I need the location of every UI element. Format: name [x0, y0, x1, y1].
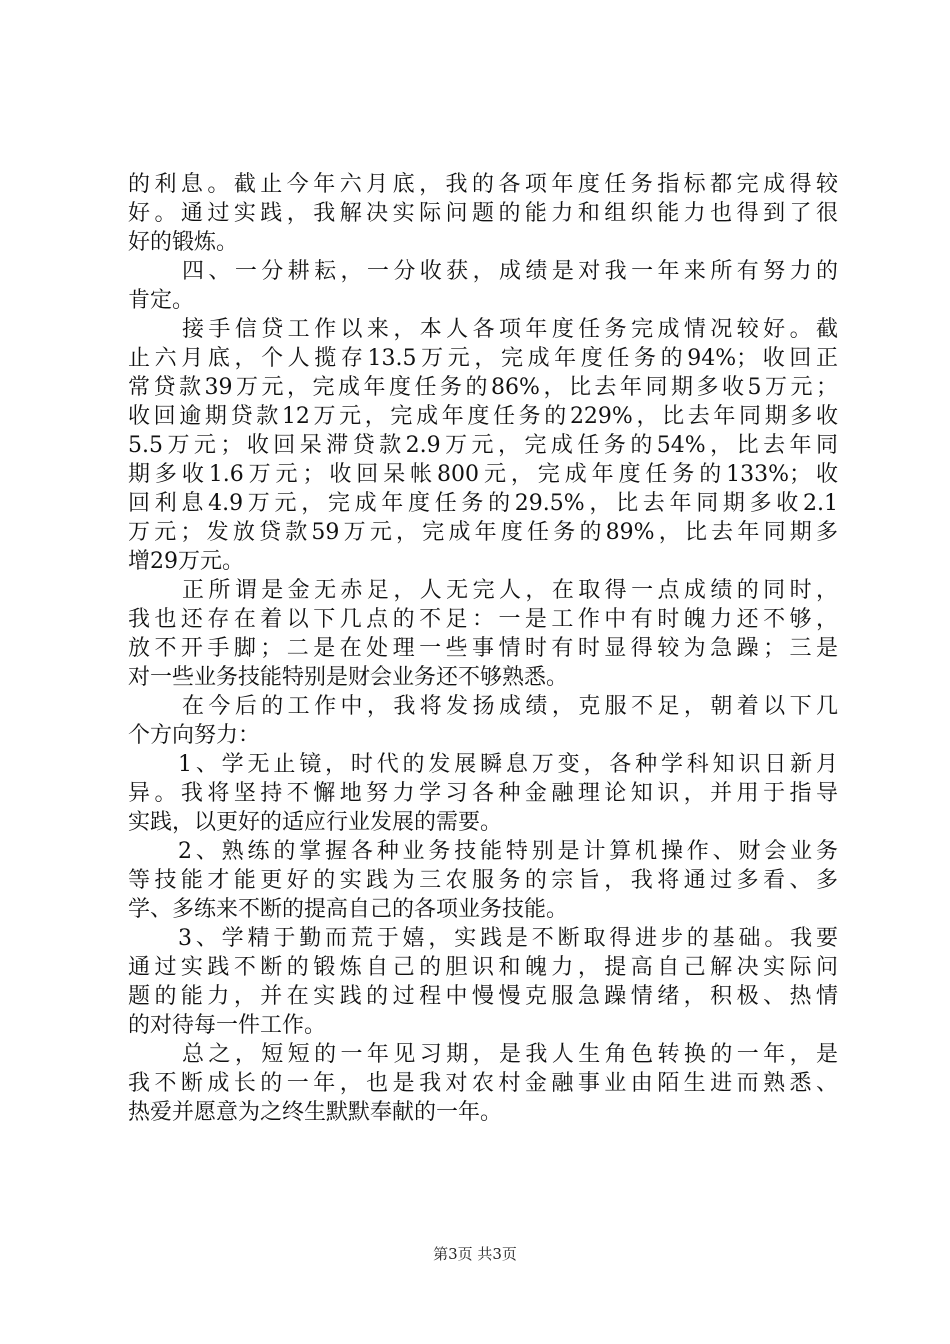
list-item: 2、熟练的掌握各种业务技能特别是计算机操作、财会业务 — [178, 839, 838, 864]
text-line: 肯定。 — [128, 288, 195, 313]
text-line: 热爱并愿意为之终生默默奉献的一年。 — [128, 1100, 503, 1125]
text-line: 等技能才能更好的实践为三农服务的宗旨，我将通过多看、多 — [128, 868, 838, 893]
text-line: 的利息。截止今年六月底，我的各项年度任务指标都完成得较 — [128, 172, 838, 197]
text-line: 通过实践不断的锻炼自己的胆识和魄力，提高自己解决实际问 — [128, 955, 838, 980]
text-line: 正所谓是金无赤足，人无完人，在取得一点成绩的同时， — [182, 578, 838, 603]
text-line: 回利息4.9万元，完成年度任务的29.5%，比去年同期多收2.1 — [128, 491, 838, 516]
body-text — [128, 170, 838, 1127]
text-line: 对一些业务技能特别是财会业务还不够熟悉。 — [128, 665, 569, 690]
text-line: 在今后的工作中，我将发扬成绩，克服不足，朝着以下几 — [182, 694, 838, 719]
text-line: 万元；发放贷款59万元，完成年度任务的89%，比去年同期多 — [128, 520, 838, 545]
text-line: 个方向努力： — [128, 723, 261, 748]
text-line: 好的锻炼。 — [128, 230, 239, 255]
text-line: 5.5万元；收回呆滞贷款2.9万元，完成任务的54%，比去年同 — [128, 433, 838, 458]
text-line: 学、多练来不断的提高自己的各项业务技能。 — [128, 897, 569, 922]
text-line: 止六月底，个人揽存13.5万元，完成年度任务的94%；收回正 — [128, 346, 838, 371]
text-line: 我不断成长的一年，也是我对农村金融事业由陌生进而熟悉、 — [128, 1071, 838, 1096]
text-line: 常贷款39万元，完成年度任务的86%，比去年同期多收5万元； — [128, 375, 838, 400]
text-line: 的对待每一件工作。 — [128, 1013, 327, 1038]
section-heading: 四、一分耕耘，一分收获，成绩是对我一年来所有努力的 — [182, 259, 838, 284]
text-line: 收回逾期贷款12万元，完成年度任务的229%，比去年同期多收 — [128, 404, 838, 429]
list-item: 3、学精于勤而荒于嬉，实践是不断取得进步的基础。我要 — [178, 926, 838, 951]
text-line: 我也还存在着以下几点的不足：一是工作中有时魄力还不够， — [128, 607, 838, 632]
text-line: 异。我将坚持不懈地努力学习各种金融理论知识，并用于指导 — [128, 781, 838, 806]
text-line: 期多收1.6万元；收回呆帐800元，完成年度任务的133%；收 — [128, 462, 838, 487]
list-item: 1、学无止镜，时代的发展瞬息万变，各种学科知识日新月 — [178, 752, 838, 777]
text-line: 接手信贷工作以来，本人各项年度任务完成情况较好。截 — [182, 317, 838, 342]
text-line: 增29万元。 — [128, 549, 244, 574]
text-line: 题的能力，并在实践的过程中慢慢克服急躁情绪，积极、热情 — [128, 984, 838, 1009]
text-line: 放不开手脚；二是在处理一些事情时有时显得较为急躁；三是 — [128, 636, 838, 661]
text-line: 好。通过实践，我解决实际问题的能力和组织能力也得到了很 — [128, 201, 838, 226]
page-footer: 第3页 共3页 — [433, 1245, 517, 1263]
text-line: 实践，以更好的适应行业发展的需要。 — [128, 810, 503, 835]
text-line: 总之，短短的一年见习期，是我人生角色转换的一年，是 — [182, 1042, 838, 1067]
